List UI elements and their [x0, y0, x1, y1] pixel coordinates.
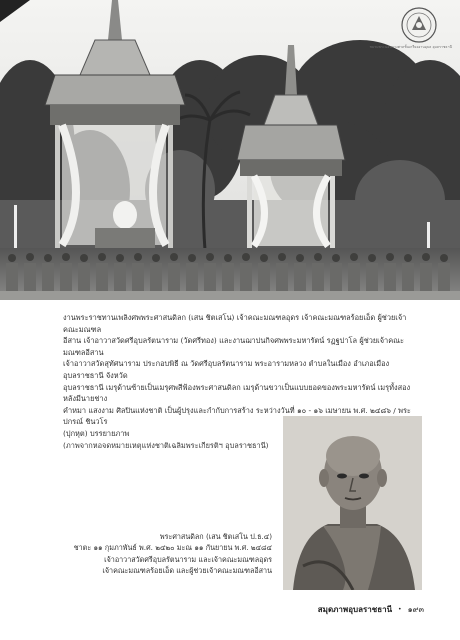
caption-line: อีสาน เจ้าอาวาสวัดศรีอุบลรัตนาราม (วัดศรีทอง) และงานฌาปนกิจศพพระมหารัตน์ รฏฐปาโล ผู้ช่วยเจ้าคณะมณฑลอีสาน: [63, 336, 404, 357]
book-title: สมุดภาพอุบลราชธานี: [317, 605, 393, 614]
photo-credit: (ภาพจากหอจดหมายเหตุแห่งชาติเฉลิมพระเกียรติฯ อุบลราชธานี): [63, 440, 269, 450]
page-corner-shadow: [0, 0, 30, 22]
portrait-name: พระศาสนดิลก (เสน ชิตเสโน ป.ธ.๔): [159, 532, 272, 541]
caption-line: คำหมา แสงงาม ศิลปินแห่งชาติ เป็นผู้ปรุงและกำกับการสร้าง ระหว่างวันที่ ๑๐ - ๑๖ เมษายน พ.ศ. ๒๔๘๖ / พระปกรณ์ ชินวโร: [63, 405, 411, 427]
caption-line: (ปุกหุต) บรรยายภาพ: [63, 428, 130, 438]
page-footer: [318, 603, 424, 616]
ceremony-photograph: [0, 0, 460, 300]
archive-seal-icon: [400, 6, 438, 44]
portrait-caption: [52, 531, 272, 577]
portrait-role: เจ้าอาวาสวัดศรีอุบลรัตนาราม และเจ้าคณะมณฑลอุดร: [104, 554, 272, 564]
caption-line: เจ้าอาวาสวัดสุทัศนาราม ประกอบพิธี ณ วัดศรีอุบลรัตนาราม พระอารามหลวง ตำบลในเมือง อำเภอเมืองอุบลราชธานี จังหวัด: [63, 359, 390, 380]
page-number: ๑๙๓: [407, 605, 424, 614]
monk-portrait-image: [283, 416, 422, 590]
seal-caption: ชมรมพระนอนบางศาลชั้นเกรียงอานอุบล อุบลราชธานี: [369, 45, 452, 49]
portrait-role: เจ้าคณะมณฑลร้อยเอ็ด และผู้ช่วยเจ้าคณะมณฑลอีสาน: [102, 566, 272, 576]
caption-line: อุบลราชธานี เมรุด้านซ้ายเป็นเมรุศพสีฟ้องพระศาสนดิลก เมรุด้านขวาเป็นแบบยอดของพระมหารัตน์ เมรุทั้งสองหลังมีนายช่าง: [63, 382, 411, 404]
portrait-dates: ชาตะ ๑๑ กุมภาพันธ์ พ.ศ. ๒๔๒๐ มะณ ๑๑ กันยายน พ.ศ. ๒๔๘๔: [73, 543, 272, 553]
bullet-separator: •: [398, 606, 402, 613]
monk-portrait: [283, 416, 422, 590]
caption-line: งานพระราชทานเพลิงศพพระศาสนดิลก (เสน ชิตเสโน) เจ้าคณะมณฑลอุดร เจ้าคณะมณฑลร้อยเอ็ด ผู้ช่วยเจ้าคณะมณฑล: [63, 313, 407, 334]
